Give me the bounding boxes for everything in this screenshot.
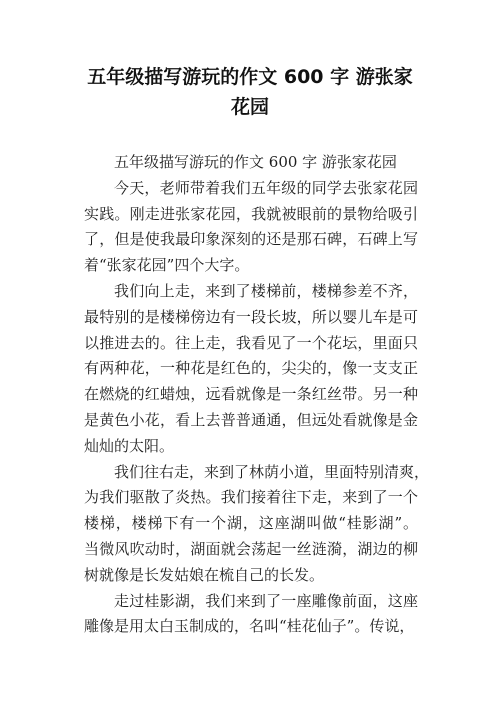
paragraph-line: 最特别的是楼梯傍边有一段长坡，所以婴儿车是可 bbox=[84, 307, 418, 326]
document-title bbox=[70, 62, 430, 122]
paragraph-line: 当微风吹动时，湖面就会荡起一丝涟漪，湖边的柳 bbox=[84, 539, 418, 558]
paragraph-line: 在燃烧的红蜡烛，远看就像是一条红丝带。另一种 bbox=[84, 385, 418, 404]
paragraph bbox=[84, 176, 418, 279]
paragraph-line: 今天，老师带着我们五年级的同学去张家花园 bbox=[114, 178, 418, 197]
paragraph-line: 树就像是长发姑娘在梳自己的长发。 bbox=[84, 565, 325, 584]
article-body bbox=[84, 150, 430, 640]
paragraph-line: 我们向上走，来到了楼梯前，楼梯参差不齐， bbox=[114, 281, 418, 300]
title-line: 五年级描写游玩的作文 600 字 游张家 bbox=[87, 66, 413, 88]
paragraph-line: 实践。刚走进张家花园，我就被眼前的景物给吸引 bbox=[84, 204, 418, 223]
paragraph-line: 我们往右走，来到了林荫小道，里面特别清爽， bbox=[114, 462, 430, 481]
paragraph bbox=[84, 460, 430, 589]
paragraph bbox=[84, 589, 418, 641]
paragraph-line: 五年级描写游玩的作文 600 字 游张家花园 bbox=[114, 153, 397, 171]
paragraph-line: 有两种花，一种花是红色的，尖尖的，像一支支正 bbox=[84, 359, 418, 378]
paragraph-line: 是黄色小花，看上去普普通通，但远处看就像是金 bbox=[84, 410, 418, 429]
paragraph bbox=[84, 279, 418, 460]
paragraph-line: 为我们驱散了炎热。我们接着往下走，来到了一个 bbox=[84, 488, 418, 507]
title-line: 花园 bbox=[230, 96, 269, 118]
paragraph-line: 了，但是使我最印象深刻的还是那石碑，石碑上写 bbox=[84, 230, 418, 249]
paragraph-line: 楼梯，楼梯下有一个湖，这座湖叫做“桂影湖”。 bbox=[84, 514, 418, 533]
paragraph-line: 着“张家花园”四个大字。 bbox=[84, 256, 250, 275]
paragraph-line: 走过桂影湖，我们来到了一座雕像前面，这座 bbox=[114, 591, 418, 610]
paragraph-line: 灿灿的太阳。 bbox=[84, 436, 175, 455]
paragraph-subtitle bbox=[84, 150, 418, 176]
paragraph-line: 雕像是用太白玉制成的，名叫“桂花仙子”。传说， bbox=[84, 617, 415, 636]
paragraph-line: 以推进去的。往上走，我看见了一个花坛，里面只 bbox=[84, 333, 418, 352]
